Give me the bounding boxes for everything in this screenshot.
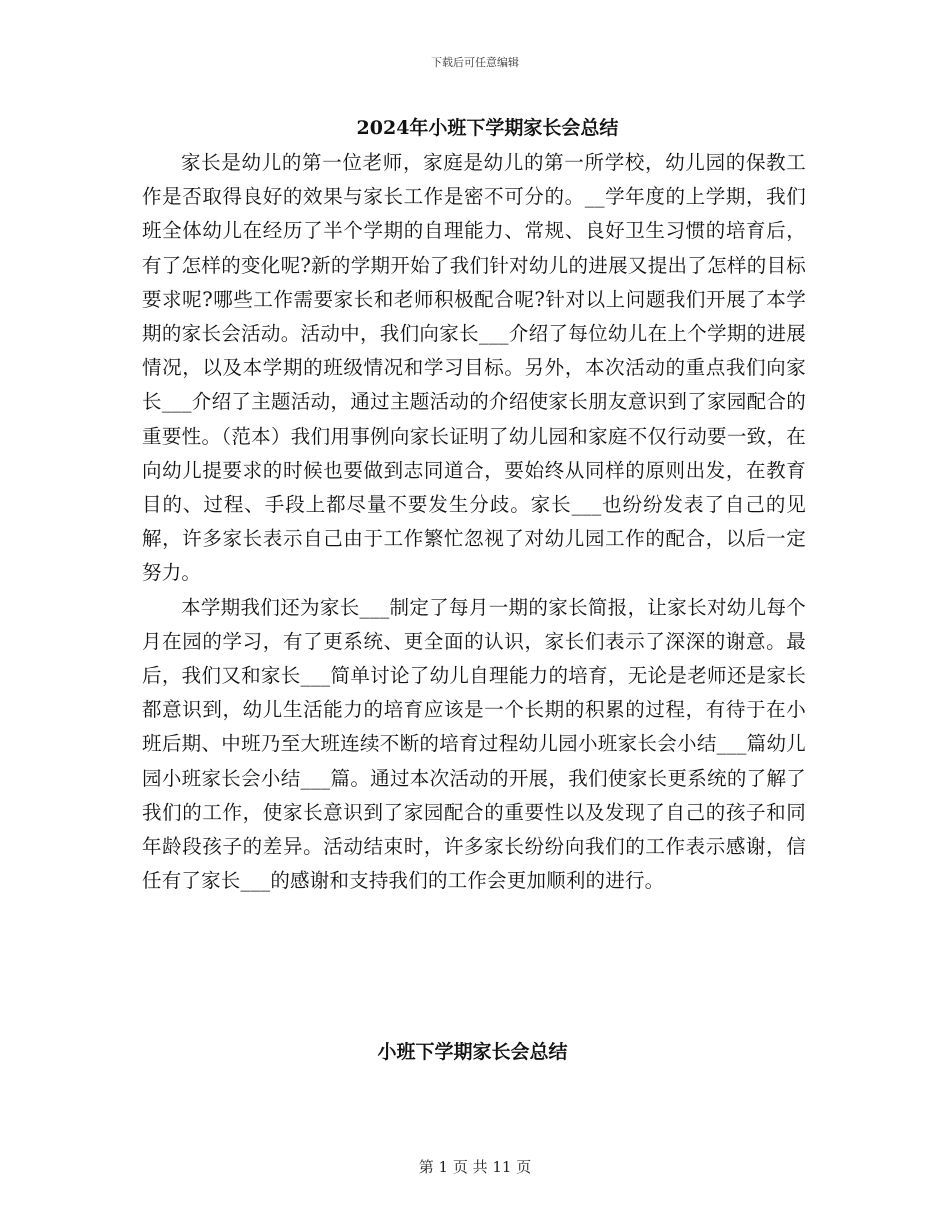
page-number-footer: 第 1 页 共 11 页: [418, 1158, 532, 1176]
body-paragraph-2: 本学期我们还为家长___制定了每月一期的家长简报，让家长对幼儿每个月在园的学习，有了更系统、更全面的认识，家长们表示了深深的谢意。最后，我们又和家长___简单讨论了幼儿自理能力的培育，无论是老师还是家长都意识到，幼儿生活能力的培育应该是一个长期的积累的过程，有待于在小班后期、中班乃至大班连续不断的培育过程幼儿园小班家长会小结___篇幼儿园小班家长会小结___篇。通过本次活动的开展，我们使家长更系统的了解了我们的工作，使家长意识到了家园配合的重要性以及发现了自己的孩子和同年龄段孩子的差异。活动结束时，许多家长纷纷向我们的工作表示感谢，信任有了家长___的感谢和支持我们的工作会更加顺利的进行。: [142, 595, 806, 893]
section-heading: 小班下学期家长会总结: [377, 1041, 568, 1063]
body-paragraph-1: 家长是幼儿的第一位老师，家庭是幼儿的第一所学校，幼儿园的保教工作是否取得良好的效果与家长工作是密不可分的。__学年度的上学期，我们班全体幼儿在经历了半个学期的自理能力、常规、良好卫生习惯的培育后，有了怎样的变化呢?新的学期开始了我们针对幼儿的进展又提出了怎样的目标要求呢?哪些工作需要家长和老师积极配合呢?针对以上问题我们开展了本学期的家长会活动。活动中，我们向家长___介绍了每位幼儿在上个学期的进展情况，以及本学期的班级情况和学习目标。另外，本次活动的重点我们向家长___介绍了主题活动，通过主题活动的介绍使家长朋友意识到了家园配合的重要性。（范本）我们用事例向家长证明了幼儿园和家庭不仅行动要一致，在向幼儿提要求的时候也要做到志同道合，要始终从同样的原则出发，在教育目的、过程、手段上都尽量不要发生分歧。家长___也纷纷发表了自己的见解，许多家长表示自己由于工作繁忙忽视了对幼儿园工作的配合，以后一定努力。: [142, 151, 806, 585]
document-title: 2024年小班下学期家长会总结: [356, 117, 619, 139]
document-body: [142, 146, 806, 898]
page-header-note: 下载后可任意编辑: [431, 56, 519, 69]
